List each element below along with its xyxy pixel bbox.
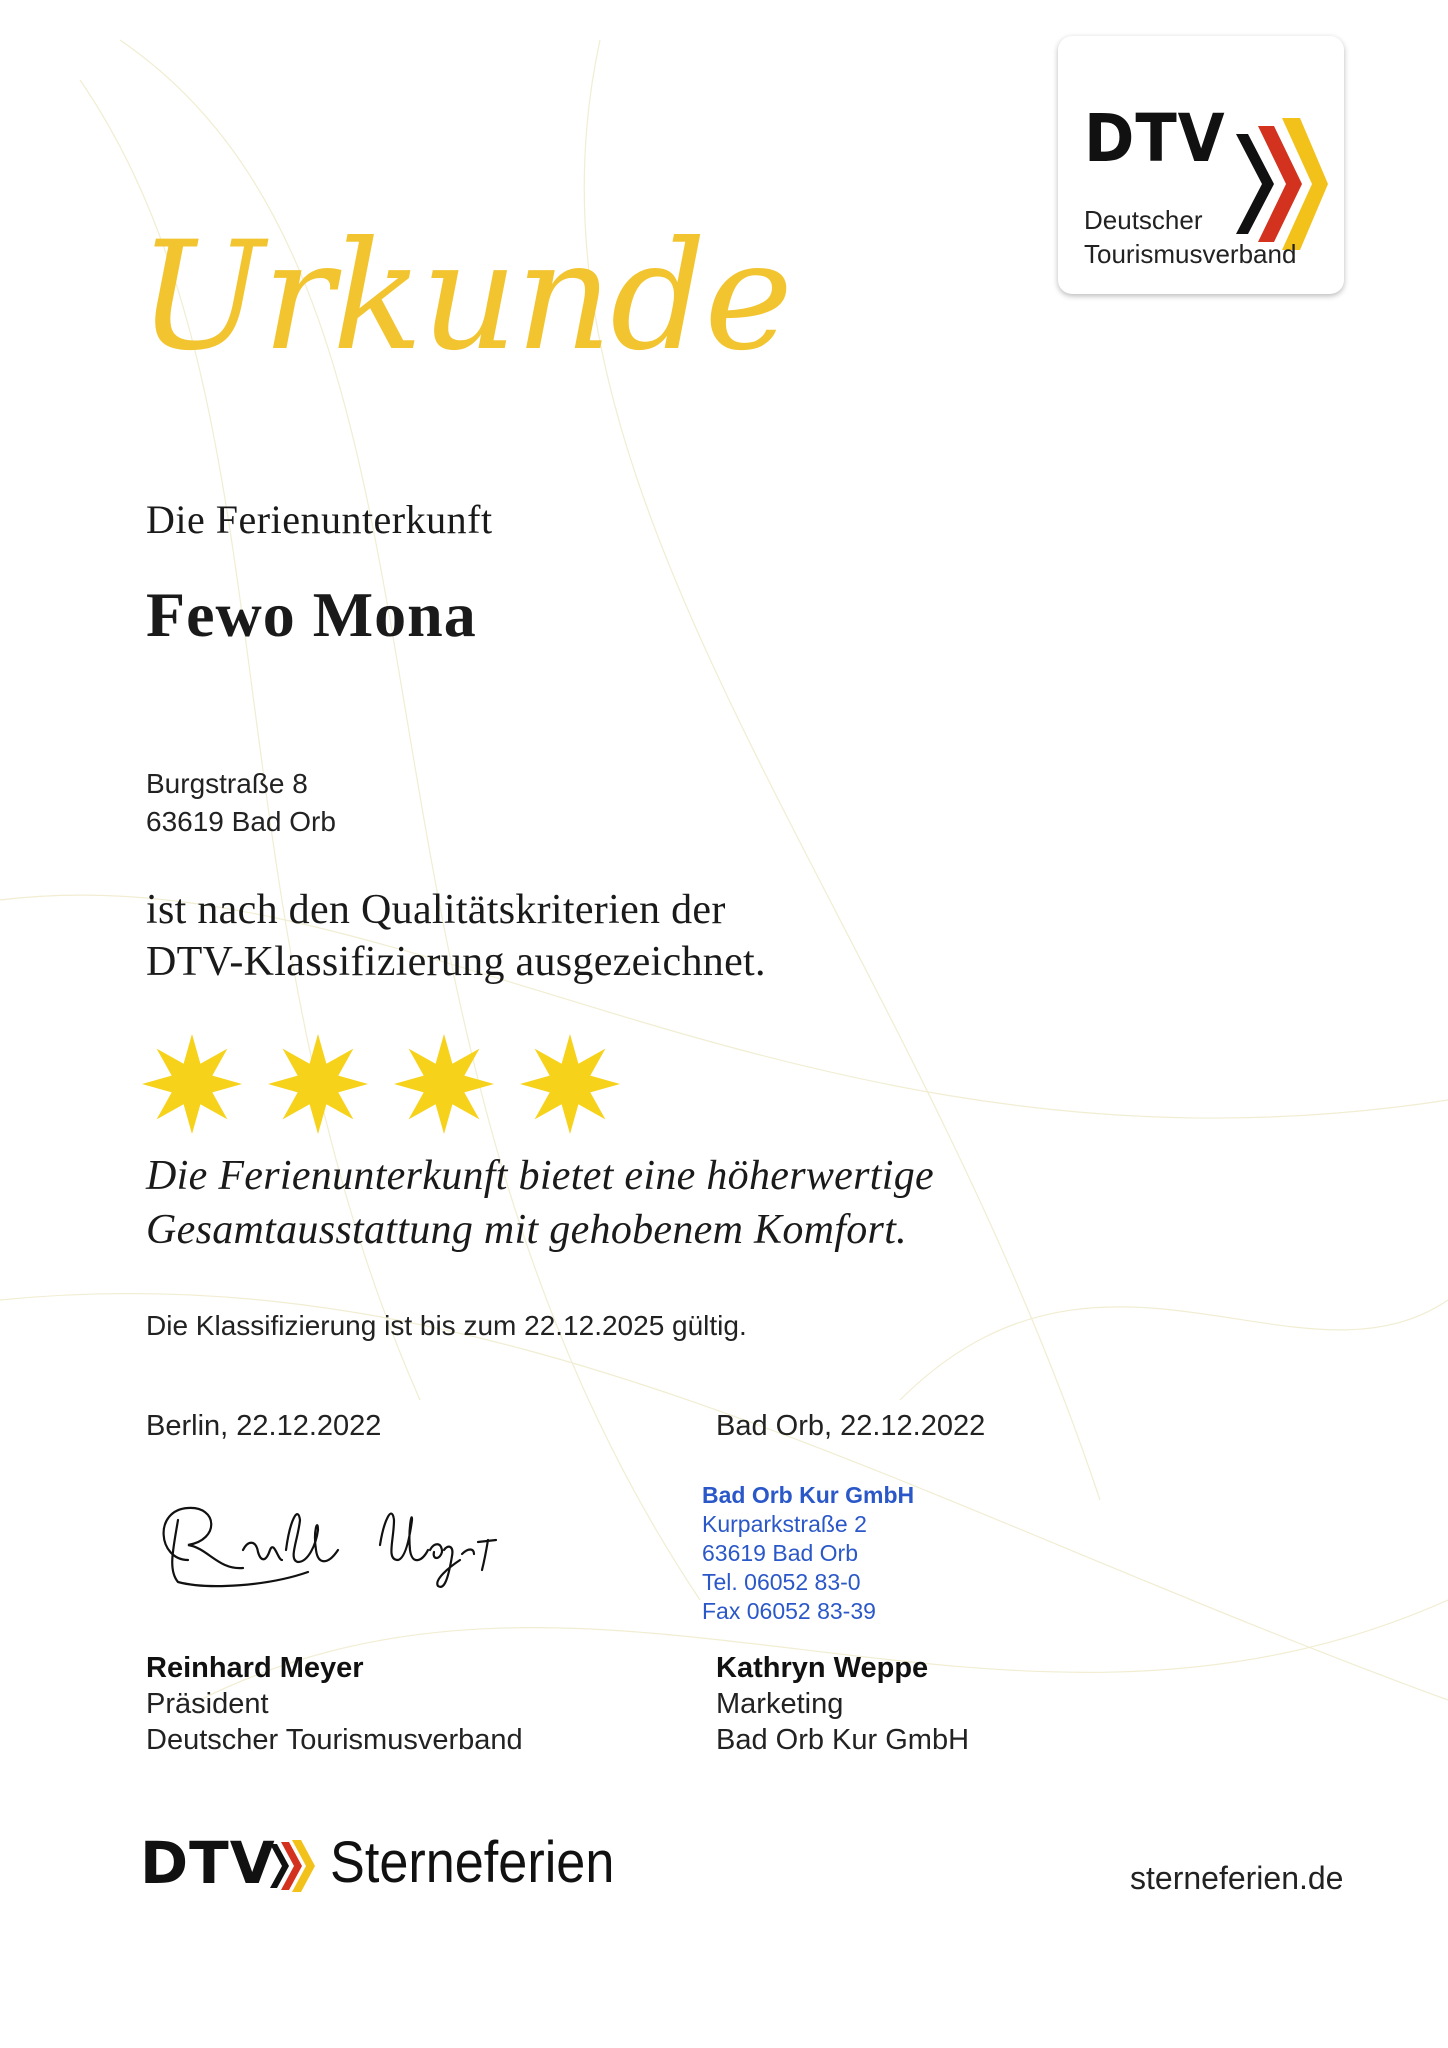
right-place-date: Bad Orb, 22.12.2022	[716, 1410, 986, 1442]
footer-brand: Sterneferien	[330, 1830, 615, 1895]
lead-text: Die Ferienunterkunft	[146, 497, 493, 542]
validity-text: Die Klassifizierung ist bis zum 22.12.2025 gültig.	[146, 1310, 747, 1341]
footer-dtv-abbr: DTV	[140, 1829, 276, 1897]
stamp-line-4: Tel. 06052 83-0	[702, 1569, 861, 1595]
property-street: Burgstraße 8	[146, 768, 308, 799]
claim-line-1: ist nach den Qualitätskriterien der	[146, 887, 726, 933]
right-signer-role: Marketing	[716, 1688, 844, 1720]
dtv-logo-abbr: DTV	[1084, 100, 1226, 177]
dtv-logo-card	[1058, 36, 1344, 294]
stamp-line-1: Bad Orb Kur GmbH	[702, 1482, 915, 1508]
description-line-2: Gesamtausstattung mit gehobenem Komfort.	[146, 1207, 907, 1253]
property-city: 63619 Bad Orb	[146, 806, 336, 837]
rating-star-icon	[394, 1034, 494, 1134]
left-signer-org: Deutscher Tourismusverband	[146, 1724, 523, 1756]
stamp-line-2: Kurparkstraße 2	[702, 1511, 867, 1537]
left-signer-role: Präsident	[146, 1688, 269, 1720]
stamp-line-3: 63619 Bad Orb	[702, 1540, 859, 1566]
left-place-date: Berlin, 22.12.2022	[146, 1410, 382, 1442]
description-line-1: Die Ferienunterkunft bietet eine höherwertige	[146, 1153, 934, 1199]
claim-line-2: DTV-Klassifizierung ausgezeichnet.	[146, 939, 766, 985]
left-signer-name: Reinhard Meyer	[146, 1652, 364, 1684]
rating-star-icon	[142, 1034, 242, 1134]
right-signer-name: Kathryn Weppe	[716, 1652, 929, 1684]
dtv-logo-line2: Tourismusverband	[1084, 239, 1297, 269]
dtv-logo-line1: Deutscher	[1084, 205, 1203, 235]
rating-star-icon	[520, 1034, 620, 1134]
certificate-title: Urkunde	[138, 210, 792, 384]
right-signer-org: Bad Orb Kur GmbH	[716, 1724, 970, 1756]
footer-chevrons-icon	[268, 1838, 318, 1894]
dtv-chevrons-icon	[1228, 114, 1328, 254]
rating-stars	[142, 1024, 632, 1144]
property-name: Fewo Mona	[146, 579, 477, 650]
signature-reinhard-meyer	[148, 1490, 528, 1600]
footer-url: sterneferien.de	[1130, 1860, 1344, 1896]
rating-star-icon	[268, 1034, 368, 1134]
stamp-line-5: Fax 06052 83-39	[702, 1598, 876, 1624]
